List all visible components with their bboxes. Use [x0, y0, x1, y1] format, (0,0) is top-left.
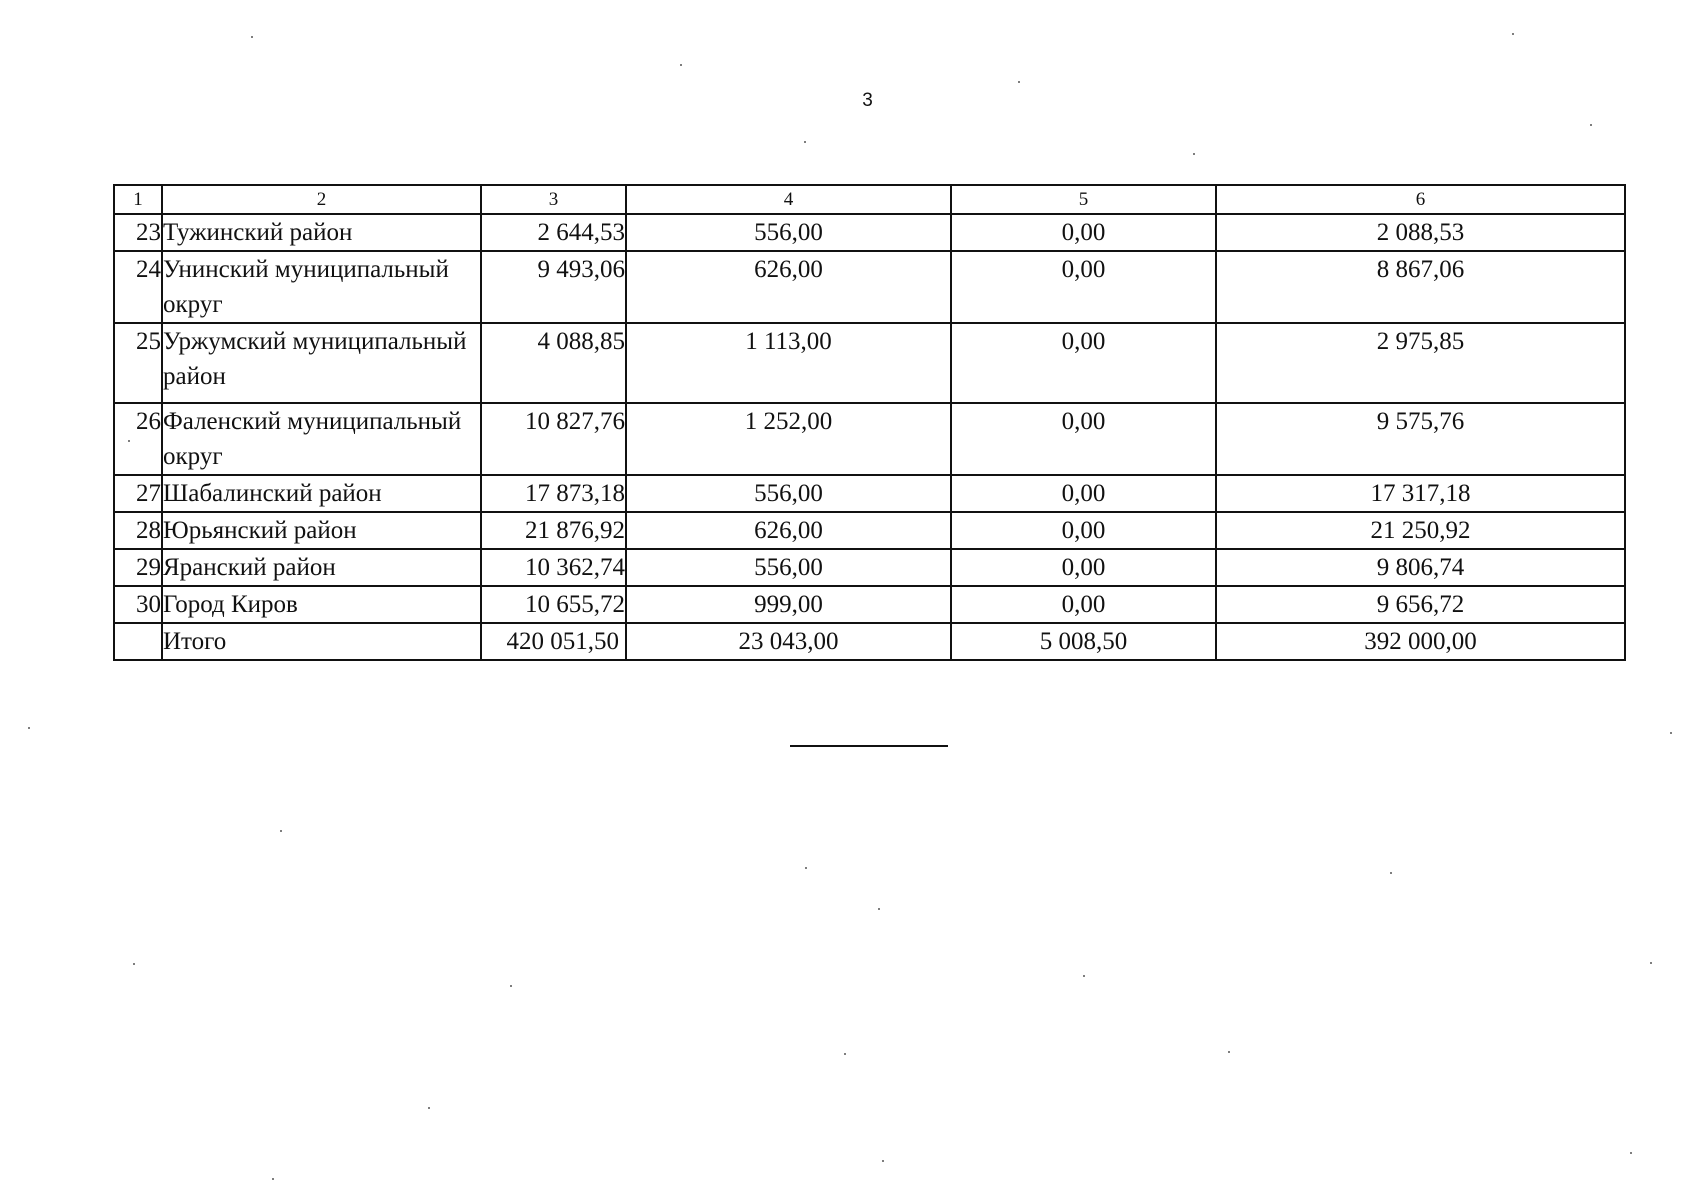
- column-4-value: 999,00: [626, 586, 951, 623]
- municipality-name: Шабалинский район: [162, 475, 481, 512]
- column-3-value: 21 876,92: [481, 512, 626, 549]
- table-row: [114, 323, 1625, 403]
- row-number: [114, 623, 162, 660]
- scan-speck: [1670, 732, 1672, 734]
- scan-speck: [680, 64, 682, 66]
- scan-speck: [804, 141, 806, 143]
- column-6-value: 17 317,18: [1216, 475, 1625, 512]
- scan-speck: [1018, 81, 1020, 83]
- row-number: 26: [114, 403, 162, 475]
- column-5-value: 0,00: [951, 549, 1216, 586]
- scan-speck: [805, 867, 807, 869]
- column-5-value: 0,00: [951, 403, 1216, 475]
- column-3-value: 10 362,74: [481, 549, 626, 586]
- municipality-name: Фаленский муниципальный округ: [162, 403, 481, 475]
- scan-speck: [510, 985, 512, 987]
- row-number: 28: [114, 512, 162, 549]
- column-6-value: 2 088,53: [1216, 214, 1625, 251]
- table-row: [114, 403, 1625, 475]
- scan-speck: [251, 36, 253, 38]
- row-number: 30: [114, 586, 162, 623]
- column-5-value: 0,00: [951, 512, 1216, 549]
- scan-speck: [1650, 962, 1652, 964]
- scan-speck: [1630, 1152, 1632, 1154]
- column-5-value: 0,00: [951, 586, 1216, 623]
- municipality-name: Унинский муниципальный округ: [162, 251, 481, 323]
- scan-speck: [280, 830, 282, 832]
- row-number: 29: [114, 549, 162, 586]
- column-header: 1: [114, 185, 162, 214]
- column-6-value: 9 656,72: [1216, 586, 1625, 623]
- scan-speck: [428, 1107, 430, 1109]
- municipality-name: Уржумский муниципальный район: [162, 323, 481, 403]
- column-4-total: 23 043,00: [626, 623, 951, 660]
- column-6-value: 9 575,76: [1216, 403, 1625, 475]
- column-4-value: 556,00: [626, 549, 951, 586]
- municipality-name: Город Киров: [162, 586, 481, 623]
- total-label: Итого: [162, 623, 481, 660]
- column-header: 3: [481, 185, 626, 214]
- column-3-value: 2 644,53: [481, 214, 626, 251]
- column-5-total: 5 008,50: [951, 623, 1216, 660]
- column-6-value: 9 806,74: [1216, 549, 1625, 586]
- scan-speck: [878, 908, 880, 910]
- table-row: [114, 586, 1625, 623]
- table-row: [114, 251, 1625, 323]
- row-number: 24: [114, 251, 162, 323]
- page-number: 3: [862, 90, 873, 111]
- scan-speck: [272, 1178, 274, 1180]
- column-4-value: 626,00: [626, 251, 951, 323]
- scan-speck: [1228, 1051, 1230, 1053]
- column-header: 4: [626, 185, 951, 214]
- scan-speck: [128, 440, 130, 442]
- table-row: [114, 549, 1625, 586]
- scan-speck: [882, 1160, 884, 1162]
- column-6-value: 2 975,85: [1216, 323, 1625, 403]
- column-3-value: 10 827,76: [481, 403, 626, 475]
- scan-speck: [1390, 872, 1392, 874]
- municipality-name: Яранский район: [162, 549, 481, 586]
- scan-speck: [133, 963, 135, 965]
- column-number-row: [114, 185, 1625, 214]
- table-row: [114, 512, 1625, 549]
- column-header: 6: [1216, 185, 1625, 214]
- scan-speck: [1193, 153, 1195, 155]
- table-row: [114, 214, 1625, 251]
- column-6-value: 8 867,06: [1216, 251, 1625, 323]
- row-number: 27: [114, 475, 162, 512]
- column-4-value: 626,00: [626, 512, 951, 549]
- column-6-value: 21 250,92: [1216, 512, 1625, 549]
- column-header: 5: [951, 185, 1216, 214]
- scan-speck: [844, 1053, 846, 1055]
- column-6-total: 392 000,00: [1216, 623, 1625, 660]
- row-number: 23: [114, 214, 162, 251]
- column-4-value: 1 113,00: [626, 323, 951, 403]
- column-4-value: 1 252,00: [626, 403, 951, 475]
- municipality-name: Юрьянский район: [162, 512, 481, 549]
- column-4-value: 556,00: [626, 475, 951, 512]
- municipality-name: Тужинский район: [162, 214, 481, 251]
- column-3-value: 10 655,72: [481, 586, 626, 623]
- column-4-value: 556,00: [626, 214, 951, 251]
- scan-speck: [1512, 33, 1514, 35]
- column-3-value: 4 088,85: [481, 323, 626, 403]
- total-row: [114, 623, 1625, 660]
- column-5-value: 0,00: [951, 251, 1216, 323]
- column-3-value: 9 493,06: [481, 251, 626, 323]
- row-number: 25: [114, 323, 162, 403]
- allocation-table: [113, 184, 1626, 661]
- scan-speck: [1590, 124, 1592, 126]
- column-5-value: 0,00: [951, 323, 1216, 403]
- column-3-value: 17 873,18: [481, 475, 626, 512]
- column-5-value: 0,00: [951, 475, 1216, 512]
- column-header: 2: [162, 185, 481, 214]
- scan-speck: [1083, 975, 1085, 977]
- end-separator-line: [790, 745, 948, 747]
- table-row: [114, 475, 1625, 512]
- scan-speck: [28, 727, 30, 729]
- column-5-value: 0,00: [951, 214, 1216, 251]
- column-3-total: 420 051,50: [481, 623, 626, 660]
